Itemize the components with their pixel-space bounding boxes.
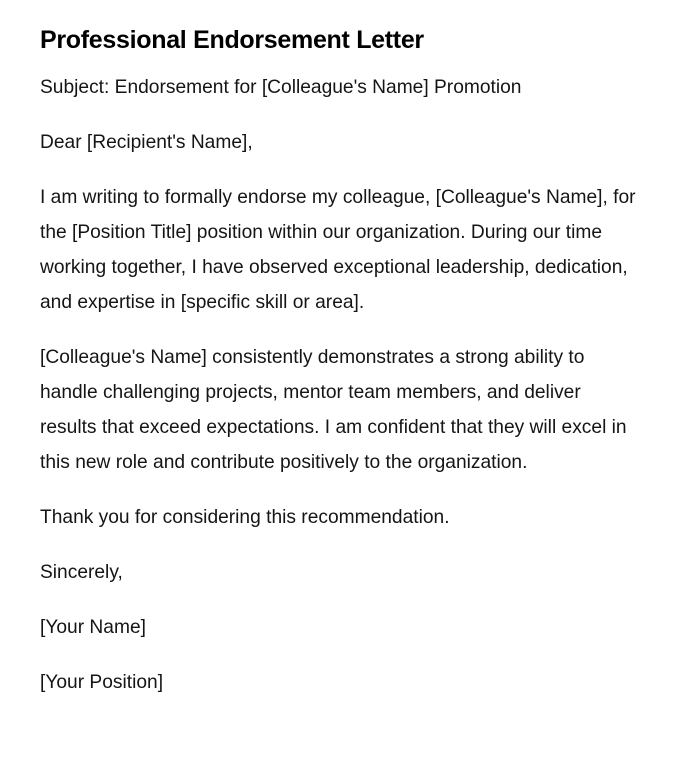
signature-name: [Your Name] — [40, 617, 146, 638]
subject-line: Subject: Endorsement for [Colleague's Name] Promotion — [40, 77, 522, 98]
closing: Sincerely, — [40, 562, 123, 583]
signature-position: [Your Position] — [40, 672, 164, 693]
salutation: Dear [Recipient's Name], — [40, 132, 253, 153]
letter-title: Professional Endorsement Letter — [40, 26, 424, 54]
body-paragraph-thanks: Thank you for considering this recommendation. — [40, 507, 450, 528]
body-paragraph-endorsement: I am writing to formally endorse my colleague, [Colleague's Name], for the [Position Title] position within our organization. During our time working together, I have observed exceptional leadership, dedication, and expertise in [specific skill or area]. — [40, 187, 636, 313]
body-paragraph-qualities: [Colleague's Name] consistently demonstrates a strong ability to handle challenging projects, mentor team members, and deliver results that exceed expectations. I am confident that they will excel in this new role and contribute positively to the organization. — [40, 347, 627, 473]
